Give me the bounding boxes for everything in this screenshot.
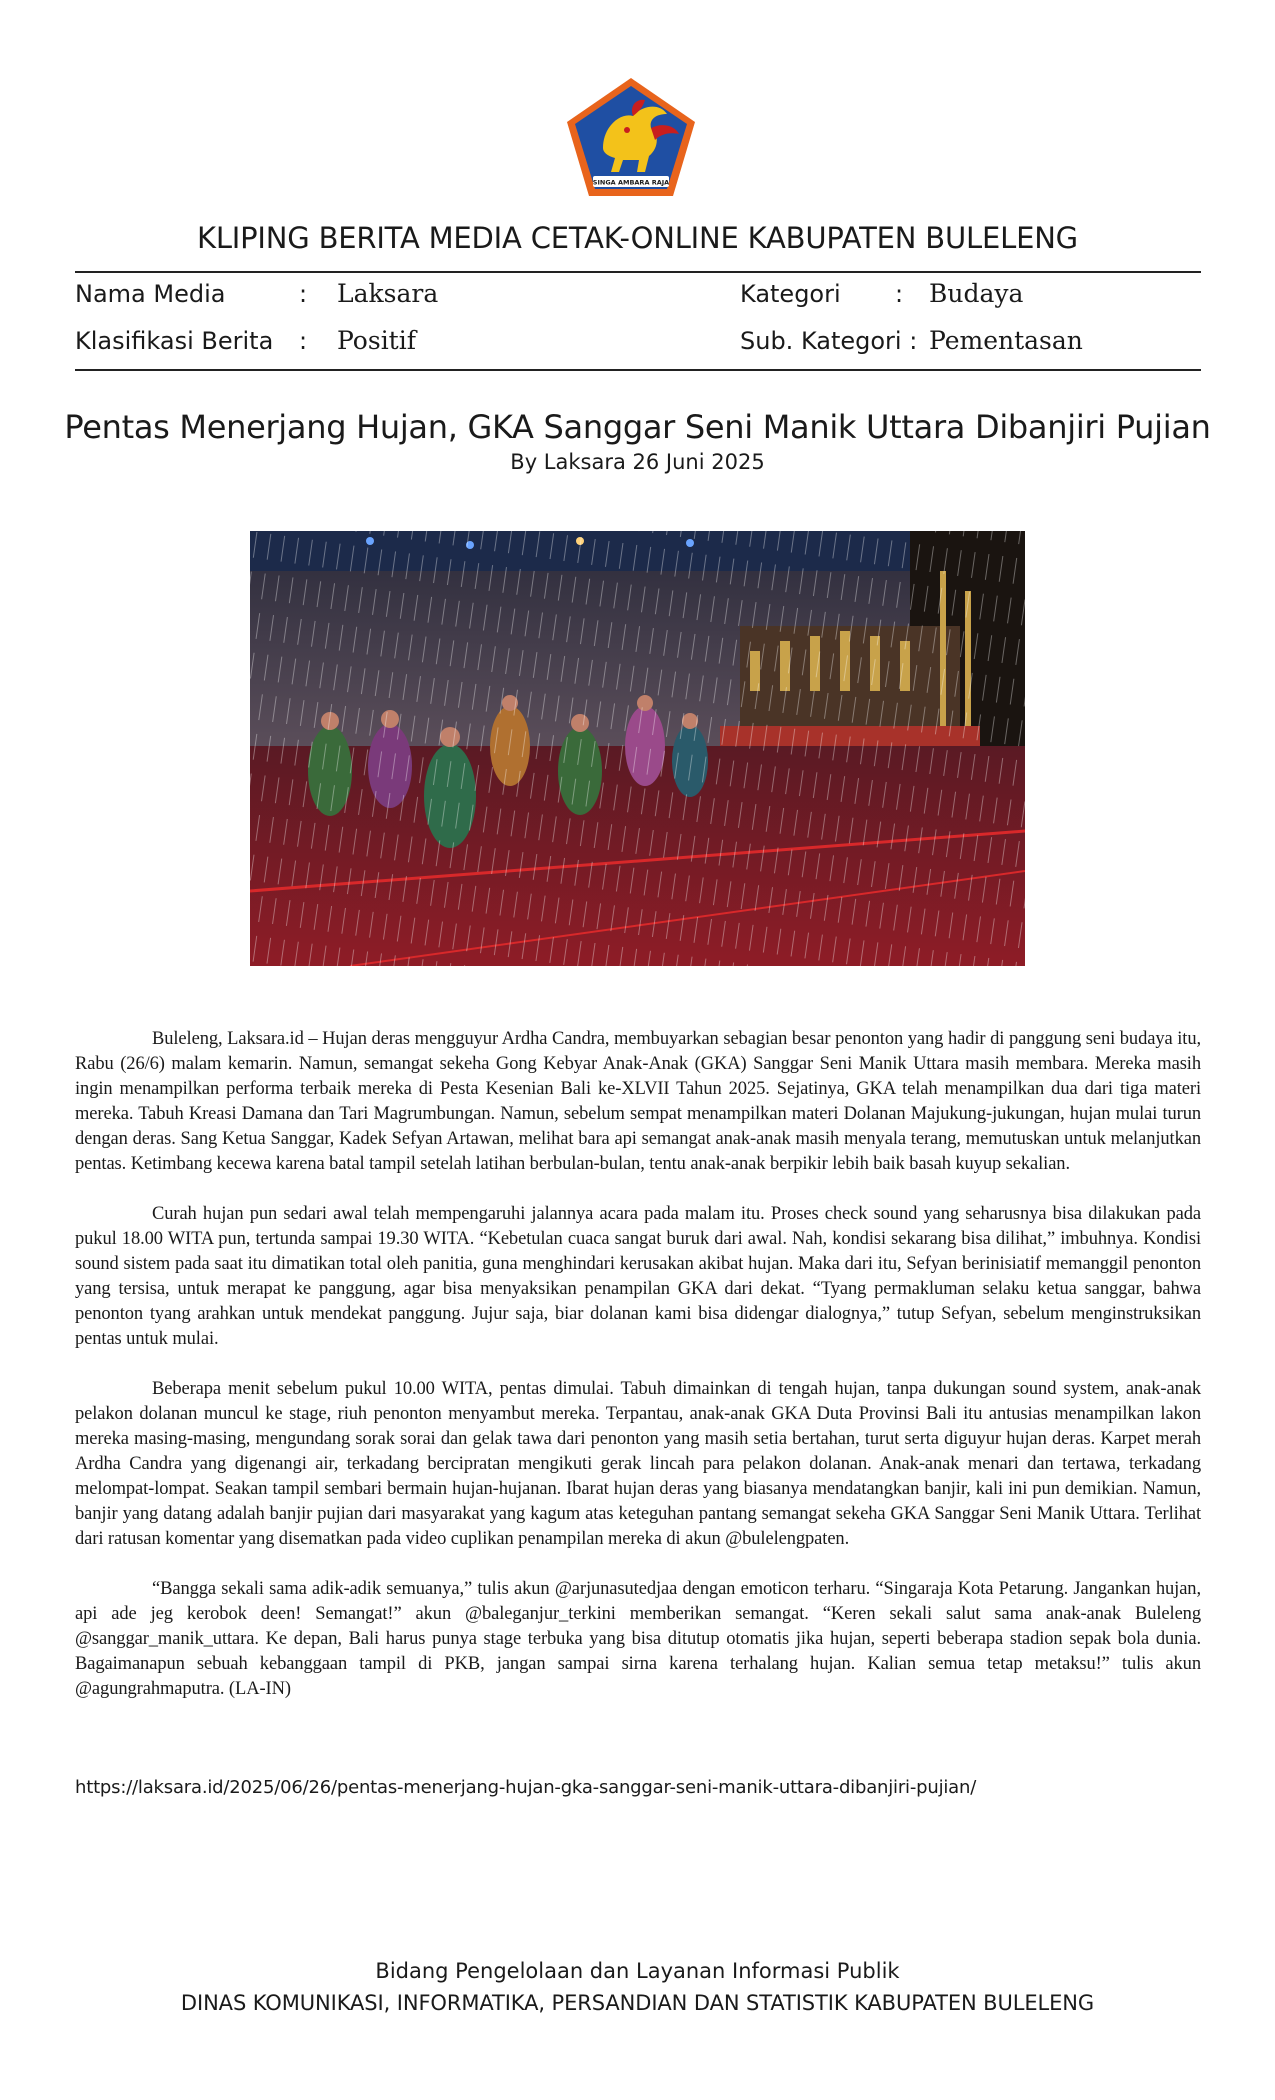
article-paragraph: Beberapa menit sebelum pukul 10.00 WITA, pentas dimulai. Tabuh dimainkan di tengah hujan, tanpa dukungan sound system, anak-anak pelakon dolanan muncul ke stage, riuh penonton menyambut mereka. Terpantau, anak-anak GKA Duta Provinsi Bali itu antusias menampilkan lakon mereka masing-masing, mengundang sorak sorai dan gelak tawa dari penonton yang masih setia bertahan, turut serta diguyur hujan deras. Karpet merah Ardha Candra yang digenangi air, terkadang bercipratan mengikuti gerak lincah para pelakon dolanan. Anak-anak menari dan tertawa, terkadang melompat-lompat. Seakan tampil sembari bermain hujan-hujanan. Ibarat hujan deras yang biasanya mendatangkan banjir, kali ini pun demikian. Namun, banjir yang datang adalah banjir pujian dari masyarakat yang kagum atas keteguhan pantang semangat sekeha GKA Sanggar Seni Manik Uttara. Terlihat dari ratusan komentar yang disematkan pada video cuplikan penampilan mereka di akun @bulelengpaten. [75,1379,1201,1549]
classification-value: Positif [337,326,416,355]
logo-motto: SINGA AMBARA RAJA [592,178,670,187]
subcategory-label: Sub. Kategori : [740,327,918,355]
garuda-emblem-icon [563,76,699,200]
media-sep: : [299,280,308,308]
footer-division: Bidang Pengelolaan dan Layanan Informasi Publik [375,1959,900,1983]
subcategory-value: Pementasan [929,326,1083,355]
header-divider-bottom [75,369,1201,371]
source-url-link[interactable]: https://laksara.id/2025/06/26/pentas-menerjang-hujan-gka-sanggar-seni-manik-uttara-dibanjiri-pujian/ [75,1777,977,1798]
footer-agency: DINAS KOMUNIKASI, INFORMATIKA, PERSANDIAN DAN STATISTIK KABUPATEN BULELENG [180,1991,1095,2015]
article-paragraph: Curah hujan pun sedari awal telah mempengaruhi jalannya acara pada malam itu. Proses check sound yang seharusnya bisa dilakukan pada pukul 18.00 WITA pun, tertunda sampai 19.30 WITA. “Kebetulan cuaca sangat buruk dari awal. Nah, kondisi sekarang bisa dilihat,” imbuhnya. Kondisi sound sistem pada saat itu dimatikan total oleh panitia, guna menghindari kerusakan akibat hujan. Maka dari itu, Sefyan berinisiatif memanggil penonton yang tersisa, untuk merapat ke panggung, agar bisa menyaksikan penampilan GKA dari dekat. “Tyang permakluman selaku ketua sanggar, bahwa penonton tyang arahkan untuk mendekat panggung. Jujur saja, biar dolanan kami bisa didengar dialognya,” tutup Sefyan, sebelum menginstruksikan pentas untuk mulai. [75,1204,1201,1349]
article-byline: By Laksara 26 Juni 2025 [510,450,765,474]
article-body [75,1027,1201,1727]
classification-sep: : [299,327,308,355]
media-value: Laksara [337,279,439,308]
article-paragraph: “Bangga sekali sama adik-adik semuanya,” tulis akun @arjunasutedjaa dengan emoticon terharu. “Singaraja Kota Petarung. Jangankan hujan, api ade jeg kerobok deen! Semangat!” akun @baleganjur_terkini memberikan semangat. “Keren sekali salut sama anak-anak Buleleng @sanggar_manik_uttara. Ke depan, Bali harus punya stage terbuka yang bisa ditutup otomatis jika hujan, seperti beberapa stadion sepak bola dunia. Bagaimanapun sebuah kebanggaan tampil di PKB, jangan sampai sirna karena terhalang hujan. Kalian semua tetap metaksu!” tulis akun @agungrahmaputra. (LA-IN) [75,1579,1201,1699]
article-photo [250,531,1025,966]
header-divider-top [75,271,1201,273]
media-label: Nama Media [75,280,226,308]
category-sep: : [895,280,904,308]
article-title: Pentas Menerjang Hujan, GKA Sanggar Seni Manik Uttara Dibanjiri Pujian [64,408,1211,446]
classification-label: Klasifikasi Berita [75,327,274,355]
category-label: Kategori [740,280,841,308]
clipping-header-title: KLIPING BERITA MEDIA CETAK-ONLINE KABUPATEN BULELENG [197,221,1078,255]
article-paragraph: Buleleng, Laksara.id – Hujan deras mengguyur Ardha Candra, membuyarkan sebagian besar penonton yang hadir di panggung seni budaya itu, Rabu (26/6) malam kemarin. Namun, semangat sekeha Gong Kebyar Anak-Anak (GKA) Sanggar Seni Manik Uttara masih membara. Mereka masih ingin menampilkan performa terbaik mereka di Pesta Kesenian Bali ke-XLVII Tahun 2025. Sejatinya, GKA telah menampilkan dua dari tiga materi mereka. Tabuh Kreasi Damana dan Tari Magrumbungan. Namun, sebelum sempat menampilkan materi Dolanan Majukung-jukungan, hujan mulai turun dengan deras. Sang Ketua Sanggar, Kadek Sefyan Artawan, melihat bara api semangat anak-anak masih menyala terang, memutuskan untuk melanjutkan pentas. Ketimbang kecewa karena batal tampil setelah latihan berbulan-bulan, tentu anak-anak berpikir lebih baik basah kuyup sekalian. [75,1029,1201,1174]
category-value: Budaya [929,279,1024,308]
